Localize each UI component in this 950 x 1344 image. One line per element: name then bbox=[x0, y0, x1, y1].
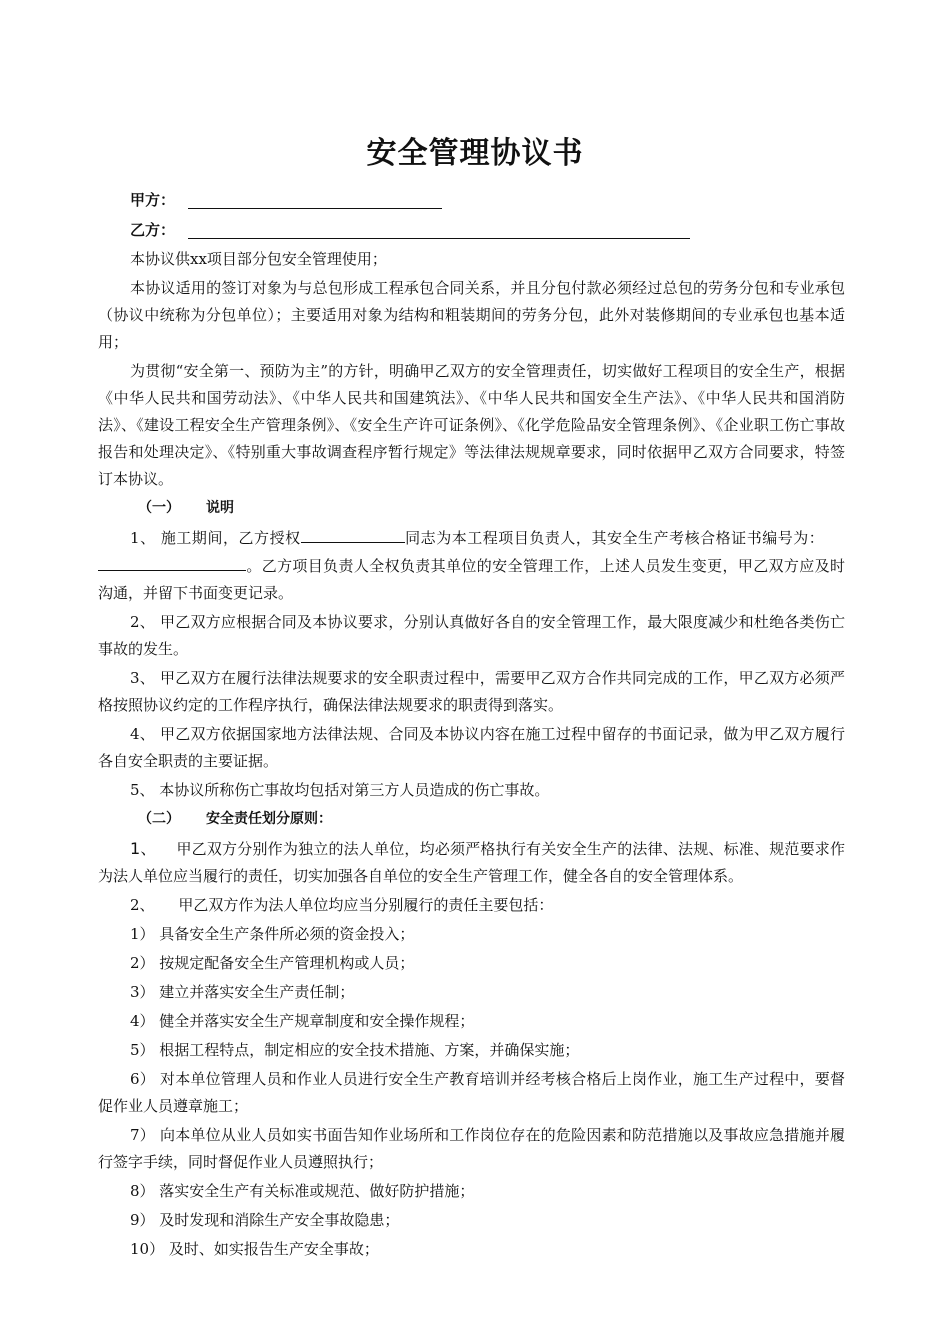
section-heading bbox=[98, 806, 845, 833]
numbered-paragraph: 5、 本协议所称伤亡事故均包括对第三方人员造成的伤亡事故。 bbox=[130, 781, 550, 799]
list-item: 10） 及时、如实报告生产安全事故； bbox=[130, 1240, 379, 1258]
section-heading bbox=[98, 495, 845, 522]
section-number: （一） bbox=[138, 500, 180, 516]
numbered-paragraph: 4、 甲乙双方依据国家地方法律法规、合同及本协议内容在施工过程中留存的书面记录，做为甲乙双方履行各自安全职责的主要证据。 bbox=[98, 725, 845, 770]
item-text: 1、 施工期间，乙方授权 bbox=[130, 529, 301, 547]
numbered-paragraph bbox=[98, 892, 845, 919]
item-text: 甲乙双方分别作为独立的法人单位，均必须严格执行有关安全生产的法律、法规、标准、规范要求作为法人单位应当履行的责任，切实加强各自单位的安全生产管理工作，健全各自的安全管理体系。 bbox=[98, 840, 845, 885]
numbered-paragraph: 3、 甲乙双方在履行法律法规要求的安全职责过程中，需要甲乙双方合作共同完成的工作，甲乙双方必须严格按照协议约定的工作程序执行，确保法律法规要求的职责得到落实。 bbox=[98, 669, 845, 714]
list-item: 9） 及时发现和消除生产安全事故隐患； bbox=[130, 1211, 400, 1229]
list-item: 7） 向本单位从业人员如实书面告知作业场所和工作岗位存在的危险因素和防范措施以及事故应急措施并履行签字手续，同时督促作业人员遵照执行； bbox=[98, 1126, 845, 1171]
list-item: 8） 落实安全生产有关标准或规范、做好防护措施； bbox=[130, 1182, 475, 1200]
list-item: 1） 具备安全生产条件所必须的资金投入； bbox=[130, 925, 415, 943]
item-number: 1、 bbox=[130, 839, 157, 858]
list-item: 5） 根据工程特点，制定相应的安全技术措施、方案，并确保实施； bbox=[130, 1041, 580, 1059]
intro-paragraph: 本协议供xx项目部分包安全管理使用； bbox=[130, 250, 387, 268]
name-blank-line bbox=[301, 524, 405, 543]
list-item: 2） 按规定配备安全生产管理机构或人员； bbox=[130, 954, 415, 972]
item-text: 。乙方项目负责人全权负责其单位的安全管理工作，上述人员发生变更，甲乙双方应及时沟通，并留下书面变更记录。 bbox=[98, 557, 845, 602]
list-item: 6） 对本单位管理人员和作业人员进行安全生产教育培训并经考核合格后上岗作业，施工生产过程中，要督促作业人员遵章施工； bbox=[98, 1070, 845, 1115]
party-a-blank-line bbox=[188, 208, 442, 209]
intro-paragraph: 本协议适用的签订对象为与总包形成工程承包合同关系，并且分包付款必须经过总包的劳务分包和专业承包（协议中统称为分包单位）；主要适用对象为结构和粗装期间的劳务分包，此外对装修期间的专业承包也基本适用； bbox=[98, 279, 845, 351]
party-a-row bbox=[130, 190, 175, 210]
party-a-label: 甲方： bbox=[130, 191, 176, 209]
party-b-blank-line bbox=[188, 238, 690, 239]
list-item: 3） 建立并落实安全生产责任制； bbox=[130, 983, 355, 1001]
numbered-paragraph bbox=[98, 524, 845, 607]
numbered-paragraph: 2、 甲乙双方应根据合同及本协议要求，分别认真做好各自的安全管理工作，最大限度减少和杜绝各类伤亡事故的发生。 bbox=[98, 613, 845, 658]
party-b-label: 乙方： bbox=[130, 221, 176, 239]
numbered-paragraph bbox=[98, 835, 845, 890]
section-title: 说明 bbox=[206, 500, 234, 516]
section-title: 安全责任划分原则： bbox=[206, 811, 332, 827]
party-b-row bbox=[130, 220, 175, 240]
item-text: 甲乙双方作为法人单位均应当分别履行的责任主要包括： bbox=[178, 896, 554, 914]
item-number: 2、 bbox=[130, 896, 155, 914]
item-text: 同志为本工程项目负责人，其安全生产考核合格证书编号为： bbox=[404, 529, 825, 547]
document-title: 安全管理协议书 bbox=[366, 136, 584, 171]
section-number: （二） bbox=[138, 811, 180, 827]
certificate-blank-line bbox=[98, 552, 246, 571]
document-body bbox=[98, 246, 845, 1265]
intro-paragraph: 为贯彻“安全第一、预防为主”的方针，明确甲乙双方的安全管理责任，切实做好工程项目的安全生产，根据《中华人民共和国劳动法》、《中华人民共和国建筑法》、《中华人民共和国安全生产法》、《中华人民共和国消防法》、《建设工程安全生产管理条例》、《安全生产许可证条例》、《化学危险品安全管理条例》、《企业职工伤亡事故报告和处理决定》、《特别重大事故调查程序暂行规定》等法律法规规章要求，同时依据甲乙双方合同要求，特签订本协议。 bbox=[98, 362, 845, 488]
list-item: 4） 健全并落实安全生产规章制度和安全操作规程； bbox=[130, 1012, 475, 1030]
